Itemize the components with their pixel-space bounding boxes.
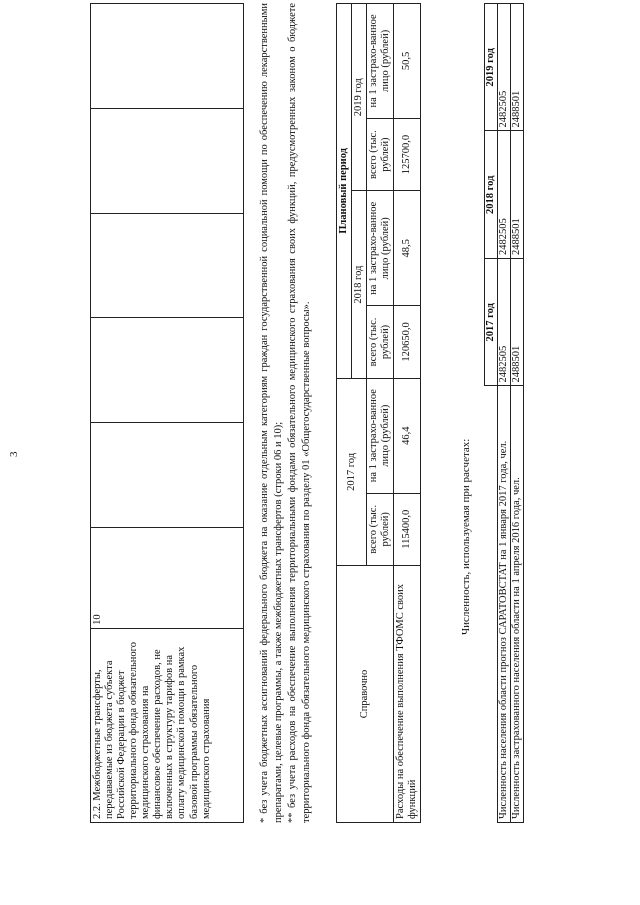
- header-2019: 2019 год: [352, 4, 367, 191]
- value-2018-per-person: 48,5: [394, 191, 421, 306]
- header-reference: Справочно: [337, 566, 394, 823]
- footnote-2: ** без учета расходов на обеспечение выполнения территориальными фондами обязательного медицинского страхования своих функций, предусмотренных законом о бюджете территориального фонда обязательного медицинского страхования по разделу 01 «Общегосударственные вопросы».: [287, 3, 312, 823]
- population-intro: Численность, используемая при расчетах:: [460, 438, 472, 635]
- table-header-row: [485, 4, 498, 823]
- value-2017-per-person: 46,4: [394, 378, 421, 493]
- value-2019-per-person: 50,5: [394, 4, 421, 119]
- reference-table: [336, 3, 421, 823]
- table-row: [91, 4, 244, 823]
- col-per-person: на 1 застрахо-ванное лицо (рублей): [367, 378, 394, 493]
- header-planned: Плановый период: [337, 4, 352, 379]
- row-label: Численность застрахованного населения области на 1 апреля 2016 года, чел.: [511, 386, 524, 823]
- value-cell: [91, 4, 244, 109]
- header-2017: 2017 год: [337, 378, 367, 565]
- transfers-label: 2.2. Межбюджетные трансферты, передаваемые из бюджета субъекта Российской Федерации в бюджет территориального фонда обязательного медицинского страхования на финансовое обеспечение расходов, не включенных в структуру тарифов на оплату медицинской помощи в рамках базовой программы обязательного медицинского страхования: [91, 628, 244, 822]
- value-2019: 2488501: [511, 4, 524, 132]
- value-cell: [91, 108, 244, 213]
- table-row: [511, 4, 524, 823]
- value-2017-total: 115400,0: [394, 493, 421, 565]
- table-row: [394, 4, 421, 823]
- table-row: [498, 4, 511, 823]
- row-number: 10: [91, 528, 244, 629]
- value-cell: [91, 213, 244, 318]
- value-2019-total: 125700,0: [394, 118, 421, 191]
- row-label: Расходы на обеспечение выполнения ТФОМС своих функций: [394, 566, 421, 823]
- footnotes: [258, 3, 315, 823]
- col-total: всего (тыс. рублей): [367, 118, 394, 191]
- col-total: всего (тыс. рублей): [367, 493, 394, 565]
- transfers-table: [90, 3, 244, 823]
- value-2017: 2488501: [511, 259, 524, 387]
- table-header-row: [337, 4, 352, 823]
- col-per-person: на 1 застрахо-ванное лицо (рублей): [367, 4, 394, 119]
- value-cell: [91, 318, 244, 423]
- value-cell: [91, 423, 244, 528]
- row-label: Численность населения области прогноз САРАТОВСТАТ на 1 января 2017 года, чел.: [498, 386, 511, 823]
- value-2017: 2482505: [498, 259, 511, 387]
- header-2019: 2019 год: [485, 4, 498, 132]
- header-2017: 2017 год: [485, 259, 498, 387]
- header-empty: [485, 386, 498, 823]
- population-table: [484, 3, 524, 823]
- page-number: 3: [8, 451, 20, 457]
- value-2018: 2488501: [511, 131, 524, 259]
- header-2018: 2018 год: [352, 191, 367, 378]
- footnote-1: * без учета бюджетных ассигнований федерального бюджета на оказание отдельным категориям граждан государственной социальной помощи по обеспечению лекарственными препаратами, целевые программы, а также межбюджетных трансфертов (строки 06 и 10);: [259, 3, 284, 823]
- value-2019: 2482505: [498, 4, 511, 132]
- header-2018: 2018 год: [485, 131, 498, 259]
- col-per-person: на 1 застрахо-ванное лицо (рублей): [367, 191, 394, 306]
- col-total: всего (тыс. рублей): [367, 306, 394, 379]
- value-2018-total: 120650,0: [394, 306, 421, 379]
- value-2018: 2482505: [498, 131, 511, 259]
